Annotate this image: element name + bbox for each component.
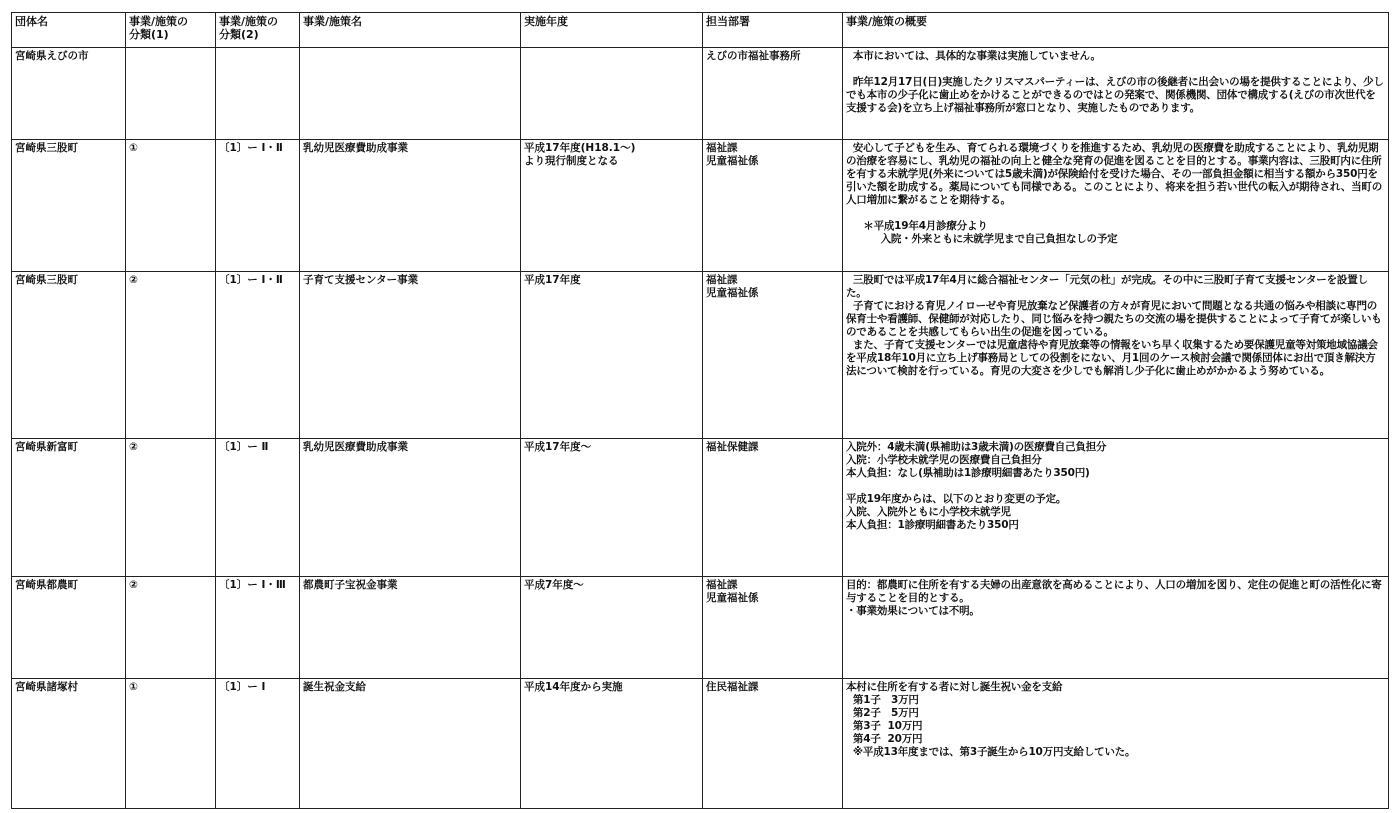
summary-cell [843,577,1389,679]
year-cell: 平成7年度〜 [521,577,703,679]
summary-line: ・事業効果については不明。 [846,605,980,617]
category-2-cell: 〔1〕ー Ⅰ [216,679,300,809]
project-name-cell [300,48,521,140]
year-cell [521,48,703,140]
summary-line: 三股町では平成17年4月に総合福祉センター「元気の杜」が完成。その中に三股町子育て支援センターを設置した。 [846,274,1368,299]
org-cell: 宮崎県諸塚村 [12,679,126,809]
table-row [12,577,1389,679]
summary-line: 第1子 3万円 [846,694,919,706]
org-cell: 宮崎県新富町 [12,439,126,577]
department-cell: えびの市福祉事務所 [703,48,843,140]
year-cell: 平成14年度から実施 [521,679,703,809]
project-name-cell: 乳幼児医療費助成事業 [300,439,521,577]
table-row [12,48,1389,140]
summary-line: また、子育て支援センターでは児童虐待や育児放棄等の情報をいち早く収集するため要保護児童等対策地域協議会を平成18年10月に立ち上げ事務局としての役割をにない、月1回のケース検討会議で関係団体にお出で頂き解決方法について検討を行っている。育児の大変さを少しでも解消し少子化に歯止めがかかるよう努めている。 [846,339,1378,377]
summary-line: 本村に住所を有する者に対し誕生祝い金を支給 [846,681,1063,693]
project-name-cell: 都農町子宝祝金事業 [300,577,521,679]
org-cell: 宮崎県三股町 [12,140,126,272]
table-row [12,439,1389,577]
summary-line [846,480,1385,493]
table-row [12,679,1389,809]
summary-line: 平成19年度からは、以下のとおり変更の予定。 [846,493,1067,505]
category-2-cell [216,48,300,140]
summary-line: 入院外：4歳未満(県補助は3歳未満)の医療費自己負担分 [846,441,1107,453]
summary-line: 子育てにおける育児ノイローゼや育児放棄など保護者の方々が育児において問題となる共通の悩みや相談に専門の保育士や看護師、保健師が対応したり、同じ悩みを持つ親たちの交流の場を提供することによって子育てが楽しいものであることを共感してもらい出生の促進を図っている。 [846,300,1382,338]
summary-cell [843,679,1389,809]
category-1-cell: ② [126,272,216,439]
org-cell: 宮崎県三股町 [12,272,126,439]
policy-table [11,12,1389,809]
category-1-cell: ① [126,679,216,809]
summary-line: 入院・外来ともに未就学児まで自己負担なしの予定 [846,233,1118,245]
header-org: 団体名 [12,13,126,48]
year-cell: 平成17年度(H18.1〜) より現行制度となる [521,140,703,272]
project-name-cell: 誕生祝金支給 [300,679,521,809]
department-cell: 福祉課 児童福祉係 [703,577,843,679]
department-cell: 福祉課 児童福祉係 [703,140,843,272]
org-cell: 宮崎県えびの市 [12,48,126,140]
project-name-cell: 子育て支援センター事業 [300,272,521,439]
summary-line: 本市においては、具体的な事業は実施していません。 [846,50,1101,62]
summary-cell [843,272,1389,439]
table-header [12,13,1389,48]
table-row [12,140,1389,272]
table-row [12,272,1389,439]
year-cell: 平成17年度〜 [521,439,703,577]
summary-line: 入院、入院外ともに小学校未就学児 [846,506,1011,518]
table-body [12,48,1389,809]
summary-line: 目的：都農町に住所を有する夫婦の出産意欲を高めることにより、人口の増加を図り、定住の促進と町の活性化に寄与することを目的とする。 [846,579,1382,604]
summary-line: 第3子 10万円 [846,720,923,732]
summary-line [846,207,1385,220]
category-2-cell: 〔1〕ー Ⅱ [216,439,300,577]
summary-line: 本人負担：1診療明細書あたり350円 [846,519,1019,531]
header-project-name: 事業/施策名 [300,13,521,48]
header-row [12,13,1389,48]
category-1-cell [126,48,216,140]
summary-line: ※平成13年度までは、第3子誕生から10万円支給していた。 [846,746,1136,758]
summary-cell [843,48,1389,140]
year-cell: 平成17年度 [521,272,703,439]
summary-line: ＊平成19年4月診療分より [846,220,988,232]
category-2-cell: 〔1〕ー Ⅰ・Ⅱ [216,272,300,439]
summary-cell [843,439,1389,577]
header-summary: 事業/施策の概要 [843,13,1389,48]
summary-line: 安心して子どもを生み、育てられる環境づくりを推進するため、乳幼児の医療費を助成することにより、乳幼児期の治療を容易にし、乳幼児の福祉の向上と健全な発育の促進を図ることを目的とする。事業内容は、三股町内に住所を有する未就学児(外来については5歳未満)が保険給付を受けた場合、その一部負担金額に相当する額から350円を引いた額を助成する。薬局についても同様である。このことにより、将来を担う若い世代の転入が期待され、当町の人口増加に繋がることを期待する。 [846,142,1383,206]
category-1-cell: ② [126,577,216,679]
summary-line [846,63,1385,76]
summary-line: 第2子 5万円 [846,707,919,719]
department-cell: 住民福祉課 [703,679,843,809]
category-1-cell: ② [126,439,216,577]
category-2-cell: 〔1〕ー Ⅰ・Ⅲ [216,577,300,679]
summary-line: 本人負担：なし(県補助は1診療明細書あたり350円) [846,467,1090,479]
header-year: 実施年度 [521,13,703,48]
summary-line: 入院：小学校未就学児の医療費自己負担分 [846,454,1042,466]
header-category-2: 事業/施策の 分類(2) [216,13,300,48]
department-cell: 福祉課 児童福祉係 [703,272,843,439]
summary-line: 第4子 20万円 [846,733,923,745]
category-2-cell: 〔1〕ー Ⅰ・Ⅱ [216,140,300,272]
department-cell: 福祉保健課 [703,439,843,577]
project-name-cell: 乳幼児医療費助成事業 [300,140,521,272]
summary-line: 昨年12月17日(日)実施したクリスマスパーティーは、えびの市の後継者に出会いの場を提供することにより、少しでも本市の少子化に歯止めをかけることができるのではとの発案で、関係機関、団体で構成する(えびの市次世代を支援する会)を立ち上げ福祉事務所が窓口となり、実施したものであります。 [846,76,1384,114]
org-cell: 宮崎県都農町 [12,577,126,679]
header-department: 担当部署 [703,13,843,48]
header-category-1: 事業/施策の 分類(1) [126,13,216,48]
summary-cell [843,140,1389,272]
category-1-cell: ① [126,140,216,272]
